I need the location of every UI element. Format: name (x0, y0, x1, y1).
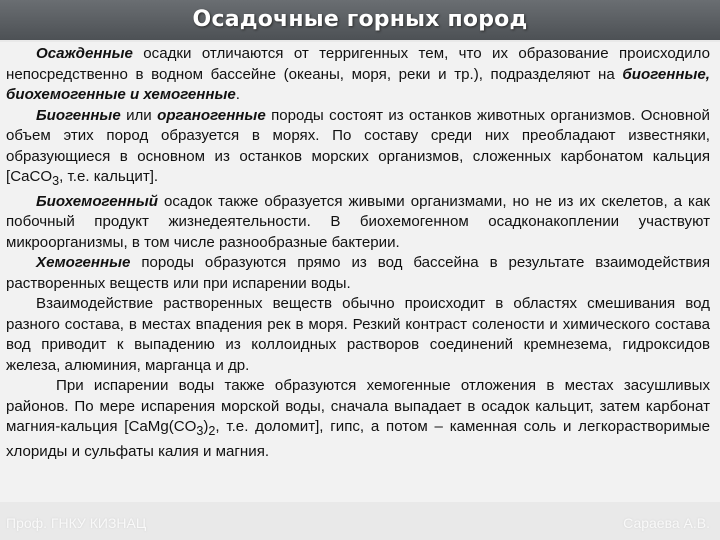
paragraph-biogenic (6, 106, 710, 192)
paragraph-chemogenic (6, 253, 710, 294)
text-span: осадки отличаются от терригенных тем, что их образование происходило непосредственно в водном бассейне (океаны, моря, реки и тр.), подразделяют на (6, 45, 710, 83)
text-span: . (235, 86, 240, 103)
term-types: биогенные, биохемогенные и хемогенные (6, 65, 710, 103)
term-chemogenic: Хемогенные (36, 254, 131, 272)
footer-author: Сараева А.В. (623, 515, 710, 531)
subscript: 3 (196, 424, 204, 439)
paragraph-interaction: Взаимодействие растворенных веществ обычно происходит в областях смешивания вод разного состава, в местах впадения рек в моря. Резкий контраст солености и химического состава вод приводит к выпадению из коллоидных растворов соединений кремнезема, гидроксидов железа, алюминия, марганца и др. (6, 295, 710, 374)
title-bar (0, 0, 720, 40)
text-span: , т.е. кальцит]. (59, 168, 159, 185)
subscript: 3 (52, 174, 60, 189)
subscript: 2 (208, 424, 216, 439)
slide-body (6, 44, 710, 462)
footer-author-institution (6, 515, 146, 531)
term-biogenic: Биогенные (36, 106, 121, 124)
text-span: породы образуются прямо из вод бассейна в результате взаимодействия растворенных веществ или при испарении воды. (6, 254, 710, 292)
text-span: осадок также образуется живыми организмами, но не из их скелетов, а как побочный продукт жизнедеятельности. В биохемогенном осадконакоплении участвуют микроорганизмы, в том числе разнообразные бактерии. (6, 192, 710, 251)
text-span: , т.е. доломит], гипс, а потом – каменная соль и легкорастворимые хлориды и сульфаты калия и магния. (6, 418, 710, 460)
paragraph-evaporation (6, 376, 710, 462)
page-title: Осадочные горных пород (192, 7, 528, 32)
term-organogenic: органогенные (157, 106, 266, 124)
paragraph-biochemogenic (6, 192, 710, 254)
text-span: или (120, 106, 158, 124)
term-biochemogenic: Биохемогенный (36, 192, 158, 210)
footer-left-text-2: КИЗНАЦ (89, 515, 147, 531)
term-precipitated: Осажденные (36, 45, 133, 62)
text-span: ) (203, 418, 209, 436)
text-span: породы состоят из останков животных организмов. Основной объем этих пород образуется в морях. По составу среди них преобладают известняки, образующиеся в основном из останков морских организмов, сложенных карбонатом кальция [CaCO (6, 106, 710, 185)
paragraph-precipitated (6, 44, 710, 106)
footer-left-text: Проф. ГНКУ (6, 515, 86, 531)
text-span: При испарении воды также образуются хемогенные отложения в местах засушливых районов. По мере испарения морской воды, сначала выпадает в осадок кальцит, затем карбонат магния-кальция [CaMg(CO (6, 377, 710, 436)
